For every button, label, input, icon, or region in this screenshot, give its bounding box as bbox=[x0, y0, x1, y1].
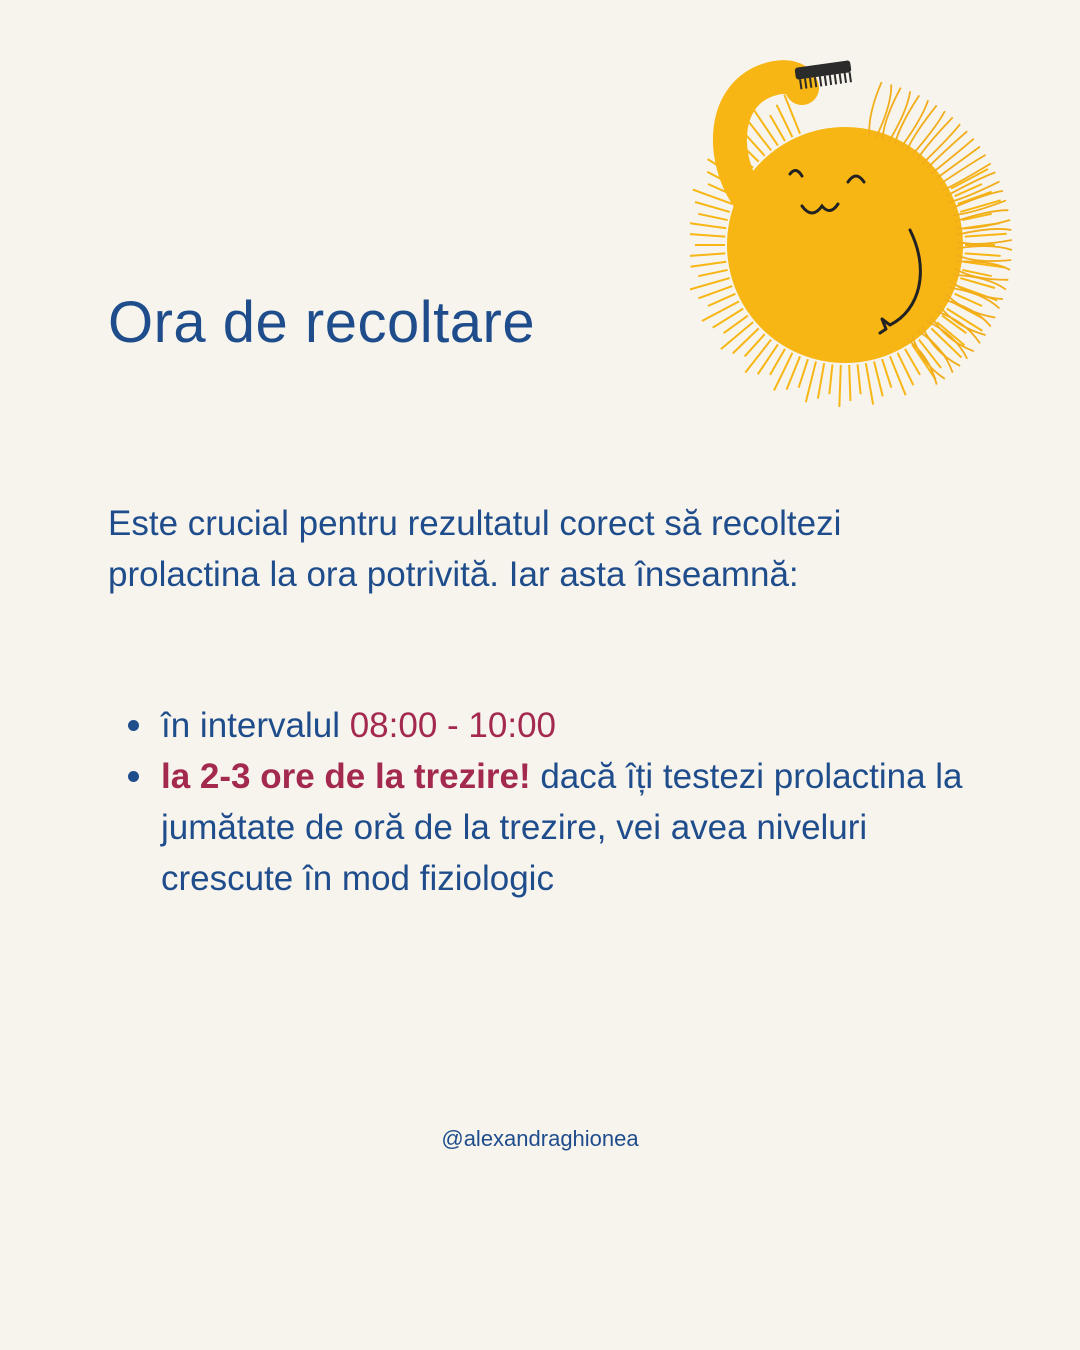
sun-ray bbox=[818, 363, 824, 398]
sun-ray bbox=[806, 361, 816, 402]
hair-strand bbox=[943, 300, 991, 327]
sun-ray bbox=[733, 328, 759, 353]
sun-ray bbox=[849, 365, 850, 401]
bullet-list bbox=[108, 700, 968, 904]
sun-ray bbox=[937, 322, 965, 345]
comb-tooth bbox=[829, 75, 832, 85]
sun-illustration-svg bbox=[690, 50, 1030, 410]
sun-body bbox=[727, 127, 963, 363]
sun-ray bbox=[721, 322, 753, 349]
sun-ray bbox=[754, 111, 777, 146]
sun-ray bbox=[749, 122, 771, 150]
sun-ray bbox=[839, 365, 840, 407]
hair-strand bbox=[912, 335, 945, 379]
sun-ray bbox=[882, 359, 891, 388]
sun-ray bbox=[690, 253, 725, 256]
sun-ray bbox=[698, 270, 727, 276]
sun-ray bbox=[690, 234, 725, 237]
hair-strand bbox=[906, 339, 936, 385]
sun-combing-hair-illustration bbox=[690, 50, 1030, 410]
intro-paragraph: Este crucial pentru rezultatul corect să recoltezi prolactina la ora potrivită. Iar asta înseamnă: bbox=[108, 504, 842, 594]
list-item bbox=[108, 751, 968, 904]
sun-ray bbox=[774, 353, 792, 391]
author-handle: @alexandraghionea bbox=[441, 1126, 639, 1151]
comb-tooth bbox=[834, 74, 837, 84]
comb-tooth bbox=[844, 73, 847, 83]
sun-ray bbox=[965, 234, 1007, 237]
sun-ray bbox=[708, 294, 735, 306]
hair-strand bbox=[957, 255, 1012, 261]
sun-ray bbox=[690, 222, 726, 228]
sun-ray bbox=[691, 262, 727, 267]
bullet-suffix: dacă îți testezi prolactina la jumătate de oră de la trezire, vei avea niveluri crescute în mod fiziologic bbox=[161, 757, 963, 898]
sun-ray bbox=[713, 309, 744, 328]
sun-ray bbox=[758, 344, 778, 374]
sun-ray bbox=[799, 359, 808, 388]
comb-tooth bbox=[819, 76, 822, 86]
wake-time-highlight: la 2-3 ore de la trezire! bbox=[161, 757, 531, 796]
comb-tooth bbox=[824, 76, 827, 86]
time-range-highlight: 08:00 - 10:00 bbox=[349, 706, 556, 745]
hair-strand bbox=[957, 240, 1012, 244]
hair-strand bbox=[927, 321, 967, 358]
hair-strand bbox=[957, 246, 1012, 250]
bullet-prefix: în intervalul bbox=[161, 706, 350, 745]
sun-ray bbox=[890, 356, 906, 395]
sun-ray bbox=[858, 364, 861, 394]
sun-ray bbox=[951, 169, 988, 189]
sun-ray bbox=[874, 361, 883, 396]
comb-tooth bbox=[839, 74, 842, 84]
comb-tooth bbox=[849, 72, 852, 82]
sun-ray bbox=[745, 340, 771, 373]
sun-ray bbox=[695, 202, 730, 212]
sun-ray bbox=[866, 363, 873, 404]
list-item bbox=[108, 700, 968, 751]
sun-ray bbox=[690, 278, 730, 290]
bullet-dot bbox=[128, 771, 139, 782]
page-title: Ora de recoltare bbox=[108, 290, 536, 355]
sun-ray bbox=[829, 364, 832, 394]
sun-ray bbox=[912, 344, 935, 379]
sun-ray bbox=[702, 301, 739, 321]
hair-strand bbox=[922, 326, 960, 366]
sun-ray bbox=[698, 214, 727, 220]
bullet-dot bbox=[128, 720, 139, 731]
sun-ray bbox=[965, 253, 1001, 256]
